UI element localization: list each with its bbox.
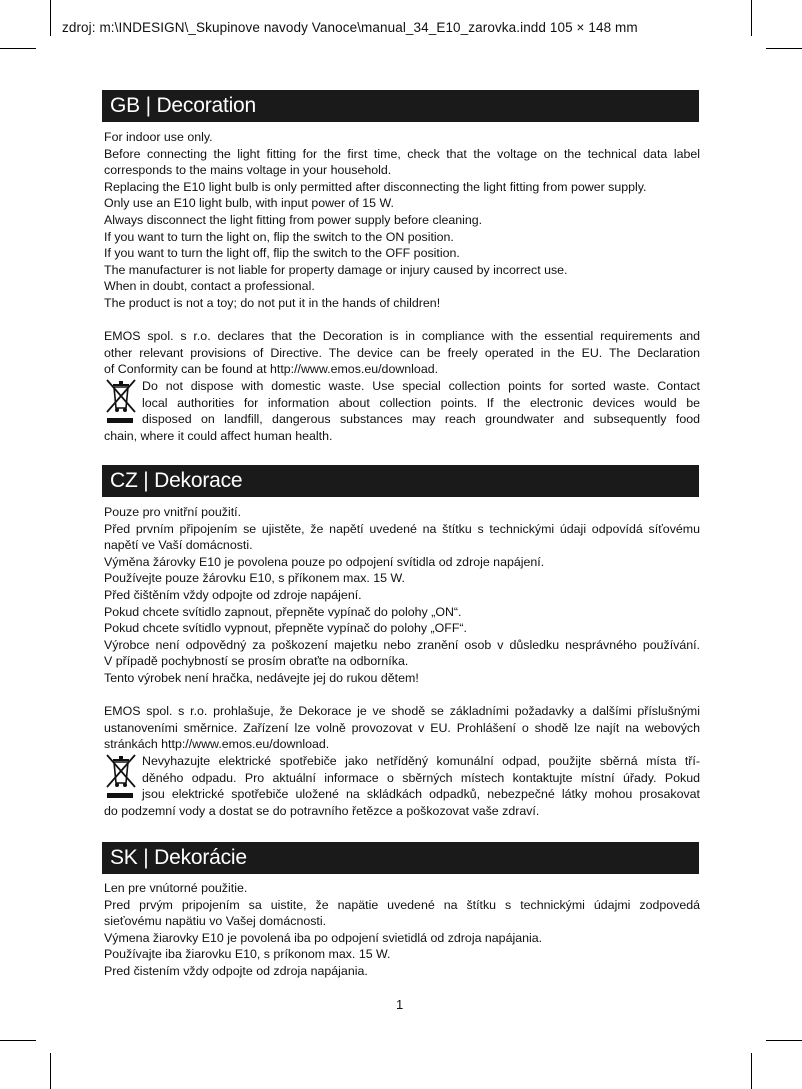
crop-mark <box>0 48 36 49</box>
body-line: Pred čistením vždy odpojte od zdroja napájania. <box>104 963 368 978</box>
body-line: Výměna žárovky E10 je povolena pouze po odpojení svítidla od zdroje napájení. <box>104 554 545 569</box>
body-line: Používejte pouze žárovku E10, s příkonem max. 15 W. <box>104 571 405 586</box>
body-line: Pouze pro vnitřní použití. <box>104 505 242 519</box>
section-body-cz <box>104 504 700 819</box>
weee-notice <box>104 378 700 444</box>
section-heading-cz: CZ | Dekorace <box>102 465 699 497</box>
body-line: Only use an E10 light bulb, with input power of 15 W. <box>104 196 394 211</box>
weee-line: local authorities for information about collection points. If the electronic devices would be <box>142 395 700 410</box>
body-line: sieťovému napätiu vo Vašej domácnosti. <box>104 914 327 929</box>
crop-mark <box>766 48 802 49</box>
crop-mark <box>0 1040 36 1041</box>
weee-line: jsou elektrické spotřebiče uložené na skládkách odpadků, nebezpečné látky mohou prosakovat <box>142 787 700 802</box>
body-line: corresponds to the mains voltage in your household. <box>104 163 392 178</box>
section-heading-sk: SK | Dekorácie <box>102 842 699 874</box>
weee-notice <box>104 753 700 819</box>
body-line: napětí ve Vaší domácnosti. <box>104 538 253 553</box>
body-line: Len pre vnútorné použitie. <box>104 881 248 895</box>
body-line: Výrobce není odpovědný za poškození majetku nebo zranění osob v důsledku nesprávného používání. <box>104 637 700 652</box>
crop-mark <box>751 1053 752 1089</box>
section-heading-gb: GB | Decoration <box>102 90 699 122</box>
weee-line: chain, where it could affect human health. <box>104 428 333 443</box>
body-line: Before connecting the light fitting for the first time, check that the voltage on the technical data label <box>104 146 700 161</box>
page-number: 1 <box>396 997 404 1012</box>
weee-line: Nevyhazujte elektrické spotřebiče jako netříděný komunální odpad, použijte sběrná místa tří- <box>142 753 700 768</box>
file-slug: zdroj: m:\INDESIGN\_Skupinove navody Vanoce\manual_34_E10_zarovka.indd 105 × 148 mm <box>62 20 638 35</box>
body-line: Výmena žiarovky E10 je povolená iba po odpojení svietidlá od zdroja napájania. <box>104 930 543 945</box>
crop-mark <box>50 1053 51 1089</box>
body-line: The product is not a toy; do not put it in the hands of children! <box>104 295 441 310</box>
body-line: The manufacturer is not liable for property damage or injury caused by incorrect use. <box>104 262 568 277</box>
body-line: Replacing the E10 light bulb is only permitted after disconnecting the light fitting from power supply. <box>104 179 647 194</box>
body-line: Tento výrobek není hračka, nedávejte jej do rukou dětem! <box>104 670 419 685</box>
body-line: V případě pochybností se prosím obraťte na odborníka. <box>104 654 409 669</box>
crossed-bin-icon <box>104 753 138 805</box>
body-line: When in doubt, contact a professional. <box>104 279 315 294</box>
body-line: Pred prvým pripojením sa uistite, že napätie uvedené na štítku s technickými údajmi zodpovedá <box>104 897 700 912</box>
crossed-bin-icon <box>104 378 138 430</box>
crop-mark <box>766 1040 802 1041</box>
declaration-line: of Conformity can be found at http://www.emos.eu/download. <box>104 362 439 377</box>
section-body-sk <box>104 880 700 980</box>
weee-line: do podzemní vody a dostat se do potravního řetězce a poškozovat vaše zdraví. <box>104 803 540 818</box>
body-line: For indoor use only. <box>104 130 213 144</box>
weee-line: Do not dispose with domestic waste. Use special collection points for sorted waste. Contact <box>142 378 700 393</box>
declaration-line: ustanoveními směrnice. Zařízení lze volně provozovat v EU. Prohlášení o shodě lze najít na webových <box>104 720 700 735</box>
body-line: If you want to turn the light off, flip the switch to the OFF position. <box>104 246 460 261</box>
crop-mark <box>50 0 51 36</box>
body-line: If you want to turn the light on, flip the switch to the ON position. <box>104 229 454 244</box>
weee-line: disposed on landfill, dangerous substances may reach groundwater and subsequently food <box>142 412 700 427</box>
weee-line: děného odpadu. Pro aktuální informace o sběrných místech kontaktujte místní úřady. Pokud <box>142 770 700 785</box>
body-line: Always disconnect the light fitting from power supply before cleaning. <box>104 212 483 227</box>
declaration-line: stránkách http://www.emos.eu/download. <box>104 737 330 752</box>
body-line: Pokud chcete svítidlo zapnout, přepněte vypínač do polohy „ON“. <box>104 604 462 619</box>
body-line: Před prvním připojením se ujistěte, že napětí uvedené na štítku s technickými údaji odpovídá síťovému <box>104 521 700 536</box>
declaration-line: EMOS spol. s r.o. prohlašuje, že Dekorace je ve shodě se základními požadavky a dalšími příslušnými <box>104 704 700 719</box>
body-line: Používajte iba žiarovku E10, s príkonom max. 15 W. <box>104 947 391 962</box>
declaration-line: other relevant provisions of Directive. The device can be freely operated in the EU. The Declaration <box>104 345 700 360</box>
crop-mark <box>751 0 752 36</box>
declaration-line: EMOS spol. s r.o. declares that the Decoration is in compliance with the essential requirements and <box>104 329 700 344</box>
section-body-gb <box>104 129 700 444</box>
body-line: Před čištěním vždy odpojte od zdroje napájení. <box>104 587 362 602</box>
body-line: Pokud chcete svítidlo vypnout, přepněte vypínač do polohy „OFF“. <box>104 621 467 636</box>
